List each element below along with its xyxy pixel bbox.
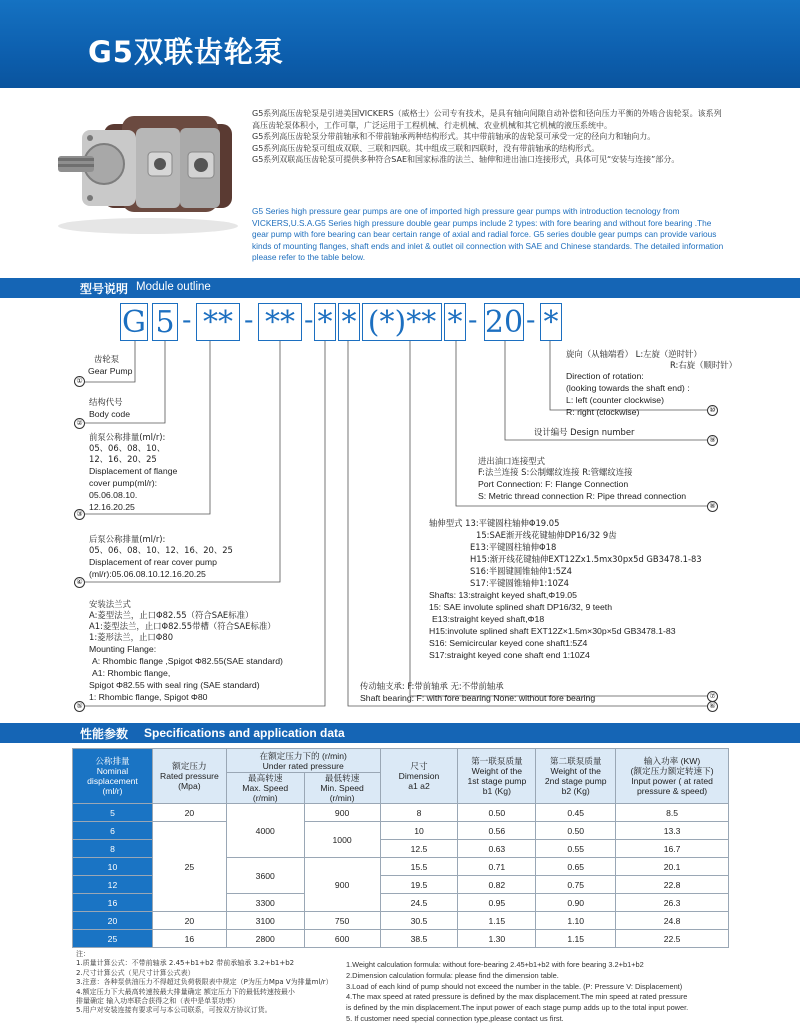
code-bearing: * [338,303,360,341]
item6-zh: 传动轴支承: F:带前轴承 无:不带前轴承 [360,681,504,691]
note-zh-line: 5.用户对安装连接有要求可与本公司联系，可按双方协议订货。 [76,1006,272,1015]
w2-cell: 1.15 [536,930,616,948]
w1-cell: 0.82 [458,876,536,894]
note-zh-line: 排量确定 输入功率联合获得之和（表中是单泵功率） [76,997,240,1006]
header-weight2: 第二联泵质量 Weight of the 2nd stage pump b2 (Kg) [536,749,616,804]
dim-cell: 15.5 [380,858,458,876]
max-speed-cell: 3100 [226,912,304,930]
item7-zh4: H15:渐开线花键轴伸EXT12Zx1.5mx30px5d GB3478.1-83 [470,554,702,564]
dim-cell: 38.5 [380,930,458,948]
item5-en5: 1: Rhombic flange, Spigot Φ80 [89,692,208,702]
item7-zh1: 轴伸型式 13:平键圆柱轴伸Φ19.05 [429,518,560,528]
note-en-line: 1.Weight calculation formula: without fore-bearing 2.45+b1+b2 with fore bearing 3.2+b1+b2 [346,960,644,969]
dim-cell: 24.5 [380,894,458,912]
note-en-line: is defined by the min displacement.The input power of each stage pump adds up to the total input power. [346,1003,689,1013]
w2-cell: 1.10 [536,912,616,930]
power-cell: 22.5 [616,930,729,948]
item4-number: ④ [74,577,85,588]
header-under-pressure: 在额定压力下的 (r/min) Under rated pressure [226,749,380,773]
item7-en5: S16: Semicircular keyed cone shaft1:5Z4 [429,638,588,648]
power-cell: 24.8 [616,912,729,930]
w2-cell: 0.45 [536,804,616,822]
code-dash: - [304,303,314,336]
intro-english: G5 Series high pressure gear pumps are one of imported high pressure gear pumps with introduction tecnology from VICKERS,U.S.A.G5 Series high pressure double gear pumps include 2 types: with fore bearing and without fore bearing .The gear pump with fore bearing can bear certain range of axial and radial force. G5 series double gear pumps can provide various kinds of mounting flanges, shaft ends and inlet & outlet oil connection with SAE and Chinese standards. The detailed information please refer to the table below. [252,206,724,262]
code-port: * [444,303,466,341]
row-disp: 16 [73,894,153,912]
specs-table [72,748,729,948]
item5-number: ⑤ [74,701,85,712]
note-zh-line: 4.额定压力下大最高转速按最大排量确定 额定压力下的最低转速按最小 [76,987,295,996]
w1-cell: 0.50 [458,804,536,822]
item7-en4: H15:involute splined shaft EXT12Z×1.5m×30p×5d GB3478.1-83 [429,626,676,636]
code-rear-disp: ** [258,303,302,341]
item3-en3: 05.06.08.10. [89,490,138,500]
w1-cell: 0.95 [458,894,536,912]
note-en-line: 3.Load of each kind of pump should not exceed the number in the table. (P: Pressure V: Displacement) [346,981,683,991]
item7-en6: S17:straight keyed cone shaft end 1:10Z4 [429,650,590,660]
max-speed-cell: 2800 [226,930,304,948]
header-displacement: 公称排量 Nominal displacement (ml/r) [73,749,153,804]
item8-en1: Port Connection: F: Flange Connection [478,479,629,489]
max-speed-cell: 3300 [226,894,304,912]
code-dash: - [526,303,536,336]
code-dash: - [182,303,192,336]
item5-en2: A: Rhombic flange ,Spigot Φ82.55(SAE standard) [92,656,283,666]
item9-text: 设计编号 Design number [534,427,635,437]
row-disp: 5 [73,804,153,822]
item3-en1: Displacement of flange [89,466,178,476]
w1-cell: 0.56 [458,822,536,840]
item10-en2: (looking towards the shaft end) : [566,383,690,393]
w1-cell: 1.30 [458,930,536,948]
item8-zh2: F:法兰连接 S:公制螺纹连接 R:管螺纹连接 [478,467,633,477]
row-disp: 8 [73,840,153,858]
item1-en: Gear Pump [88,366,133,376]
header-min-speed: 最低转速 Min. Speed (r/min) [304,773,380,804]
item5-zh2: A:菱型法兰，止口Φ82.55（符合SAE标准） [89,610,254,620]
item5-en1: Mounting Flange: [89,644,157,654]
power-cell: 16.7 [616,840,729,858]
item6-en: Shaft bearing: F: with fore bearing None: without fore bearing [360,693,596,703]
w1-cell: 1.15 [458,912,536,930]
power-cell: 8.5 [616,804,729,822]
item10-number: ⑩ [707,405,718,416]
max-speed-cell: 4000 [226,804,304,858]
item1-zh: 齿轮泵 [94,354,120,364]
w2-cell: 0.75 [536,876,616,894]
pressure-cell: 25 [152,822,226,912]
item5-zh1: 安装法兰式 [89,599,131,609]
item6-number: ⑥ [707,701,718,712]
item1-number: ① [74,376,85,387]
power-cell: 20.1 [616,858,729,876]
dim-cell: 8 [380,804,458,822]
header-weight1: 第一联泵质量 Weight of the 1st stage pump b1 (Kg) [458,749,536,804]
item7-number: ⑦ [707,691,718,702]
note-en-line: 5. If customer need special connection type,please contact us first. [346,1013,564,1023]
item3-number: ③ [74,509,85,520]
row-disp: 20 [73,912,153,930]
specs-bar [0,723,800,743]
item4-zh2: 05、06、08、10、12、16、20、25 [89,545,233,555]
pressure-cell: 20 [152,912,226,930]
item5-en3: A1: Rhombic flange, [92,668,171,678]
item3-zh3: 12、16、20、25 [89,454,157,464]
note-zh-line: 注： [76,950,90,958]
note-zh-line: 3.注意：各种泵供油压力不得超过负荷极限表中规定（P为压力Mpa V为排量ml/r） [76,978,333,987]
w2-cell: 0.50 [536,822,616,840]
note-zh-line: 2.尺寸计算公式（见尺寸计算公式表） [76,968,195,977]
item8-number: ⑧ [707,501,718,512]
note-zh-line: 1.质量计算公式：不带前轴承 2.45+b1+b2 带前承轴承 3.2+b1+b2 [76,959,295,968]
item8-zh1: 进出油口连接型式 [478,456,545,466]
item7-zh2: 15:SAE渐开线花键轴伸DP16/32 9齿 [476,530,617,540]
header-power: 输入功率 (KW) (额定压力额定转速下) Input power ( at rated pressure & speed) [616,749,729,804]
item4-en1: Displacement of rear cover pump [89,557,217,567]
item9-number: ⑨ [707,435,718,446]
intro-zh-paragraph: G5系列高压齿轮泵可组成双联、三联和四联。其中组成三联和四联时，没有带前轴承的结构形式。 [252,143,600,153]
item3-en2: cover pump(ml/r): [89,478,158,488]
header-max-speed: 最高转速 Max. Speed (r/min) [226,773,304,804]
item10-zh1: 旋向（从轴端看） L:左旋（逆时针） [566,349,702,359]
intro-zh-paragraph: G5系列双联高压齿轮泵可提供多种符合SAE和国家标准的法兰、轴伸和进出油口连接形式，具体可见“安装与连接”部分。 [252,155,680,165]
code-flange: * [314,303,336,341]
dim-cell: 10 [380,822,458,840]
notes-english [346,960,688,1025]
module-title-en: Module outline [136,281,211,293]
code-design: 20 [484,304,524,340]
w2-cell: 0.65 [536,858,616,876]
item10-en4: R: right (clockwise) [566,407,640,417]
intro-zh-paragraph: G5系列高压齿轮泵是引进美国VICKERS（威格士）公司专有技术，是具有轴向间隙自动补偿和径向压力平衡的外啮合齿轮泵。该系列高压齿轮泵体积小，工作可靠，广泛运用于工程机械、行走机械、农业机械和其它机械的液压系统中。 [252,109,722,130]
item7-zh3: E13:平键圆柱轴伸Φ18 [470,542,557,552]
item10-zh2: R:右旋（顺时针） [670,360,738,370]
notes-chinese [76,950,333,1016]
w1-cell: 0.63 [458,840,536,858]
item3-zh2: 05、06、08、10、 [89,443,166,453]
item5-en4: Spigot Φ82.55 with seal ring (SAE standard) [89,680,260,690]
code-front-disp: ** [196,303,240,341]
power-cell: 13.3 [616,822,729,840]
code-rotation: * [540,303,562,341]
row-disp: 12 [73,876,153,894]
note-en-line: 4.The max speed at rated pressure is defined by the max displacement.The min speed at rated pressure [346,992,688,1002]
power-cell: 26.3 [616,894,729,912]
w1-cell: 0.71 [458,858,536,876]
header-dimension: 尺寸 Dimension a1 a2 [380,749,458,804]
min-speed-cell: 900 [304,804,380,822]
code-5: 5 [152,303,178,341]
row-disp: 10 [73,858,153,876]
item3-en4: 12.16.20.25 [89,502,135,512]
specs-title-en: Specifications and application data [144,726,345,740]
row-disp: 6 [73,822,153,840]
item7-zh5: S16:半圆键圆锥轴伸1:5Z4 [470,566,572,576]
page-title: G5双联齿轮泵 [88,35,284,69]
power-cell: 22.8 [616,876,729,894]
w2-cell: 0.55 [536,840,616,858]
note-en-line: 2.Dimension calculation formula: please find the dimension table. [346,970,559,980]
item5-zh4: 1:菱形法兰，止口Φ80 [89,632,174,642]
dim-cell: 19.5 [380,876,458,894]
module-title-zh: 型号说明 [80,282,129,296]
max-speed-cell: 3600 [226,858,304,894]
min-speed-cell: 600 [304,930,380,948]
item10-en1: Direction of rotation: [566,371,644,381]
min-speed-cell: 750 [304,912,380,930]
item4-zh1: 后泵公称排量(ml/r): [89,534,166,544]
intro-zh-paragraph: G5系列高压齿轮泵分带前轴承和不带前轴承两种结构形式。其中带前轴承的齿轮泵可承受一定的径向力和轴向力。 [252,132,656,142]
item10-en3: L: left (counter clockwise) [566,395,665,405]
item2-zh: 结构代号 [89,397,123,407]
item7-en1: Shafts: 13:straight keyed shaft,Φ19.05 [429,590,577,600]
w2-cell: 0.90 [536,894,616,912]
row-disp: 25 [73,930,153,948]
item3-zh1: 前泵公称排量(ml/r): [89,432,166,442]
item7-zh6: S17:平键圆锥轴伸1:10Z4 [470,578,569,588]
code-g: G [120,303,148,341]
item5-zh3: A1:菱型法兰，止口Φ82.55带槽（符合SAE标准） [89,621,276,631]
item4-en2: (ml/r):05.06.08.10.12.16.20.25 [89,569,206,579]
pressure-cell: 20 [152,804,226,822]
pressure-cell: 16 [152,930,226,948]
code-dash: - [468,303,478,336]
item2-number: ② [74,418,85,429]
min-speed-cell: 1000 [304,822,380,858]
item7-en3: E13:straight keyed shaft,Φ18 [432,614,545,624]
dim-cell: 12.5 [380,840,458,858]
specs-title-zh: 性能参数 [80,727,129,741]
min-speed-cell: 900 [304,858,380,912]
item7-en2: 15: SAE involute splined shaft DP16/32, 9 teeth [429,602,613,612]
item2-en: Body code [89,409,131,419]
code-shaft: (*)** [362,303,442,341]
item8-en2: S: Metric thread connection R: Pipe thread connection [478,491,687,501]
code-dash: - [244,303,254,336]
dim-cell: 30.5 [380,912,458,930]
header-pressure: 额定压力 Rated pressure (Mpa) [152,749,226,804]
